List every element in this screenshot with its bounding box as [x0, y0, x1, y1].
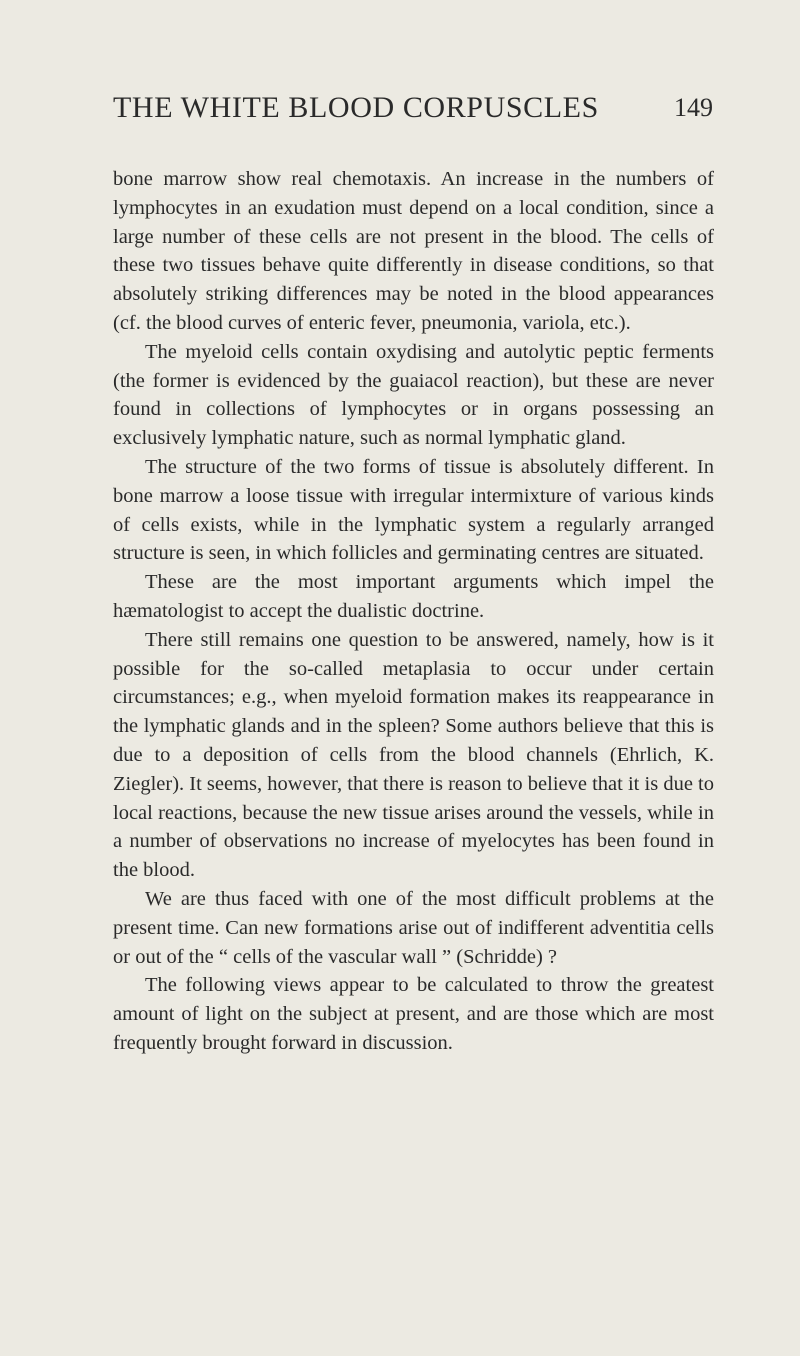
- paragraph-dualistic-doctrine: These are the most important arguments which impel the hæmatologist to accept the dualistic doctrine.: [113, 571, 714, 622]
- page-number: 149: [674, 93, 713, 122]
- paragraph-continuation: bone marrow show real chemotaxis. An increase in the numbers of lymphocytes in an exudation must depend on a local condition, since a large number of these cells are not present in the blood. The cells of these two tissues behave quite differently in disease conditions, so that absolutely striking differences may be noted in the blood appearances (cf. the blood curves of enteric fever, pneumonia, variola, etc.).: [113, 168, 714, 334]
- body-text: [113, 165, 714, 1058]
- running-title: THE WHITE BLOOD CORPUSCLES: [113, 91, 599, 124]
- paragraph-tissue-structure: The structure of the two forms of tissue is absolutely different. In bone marrow a loose tissue with irregular intermixture of various kinds of cells exists, while in the lymphatic system a regularly arranged structure is seen, in which follicles and germinating centres are situated.: [113, 455, 714, 565]
- running-head: [113, 90, 713, 126]
- paragraph-metaplasia-question: There still remains one question to be answered, namely, how is it possible for the so-called metaplasia to occur under certain circumstances; e.g., when myeloid formation makes its reappearance in the lymphatic glands and in the spleen? Some authors believe that this is due to a deposition of cells from the blood channels (Ehrlich, K. Ziegler). It seems, however, that there is reason to believe that it is due to local reactions, because the new tissue arises around the vessels, while in a number of observations no increase of myelocytes has been found in the blood.: [113, 628, 714, 882]
- paragraph-difficult-problems: We are thus faced with one of the most difficult problems at the present time. Can new formations arise out of indifferent adventitia cells or out of the “ cells of the vascular wall ” (Schridde) ?: [113, 887, 714, 968]
- paragraph-following-views: The following views appear to be calculated to throw the greatest amount of light on the subject at present, and are those which are most frequently brought forward in discussion.: [113, 974, 714, 1054]
- paragraph-myeloid-ferments: The myeloid cells contain oxydising and autolytic peptic ferments (the former is evidenced by the guaiacol reaction), but these are never found in collections of lymphocytes or in organs possessing an exclusively lymphatic nature, such as normal lymphatic gland.: [113, 340, 714, 450]
